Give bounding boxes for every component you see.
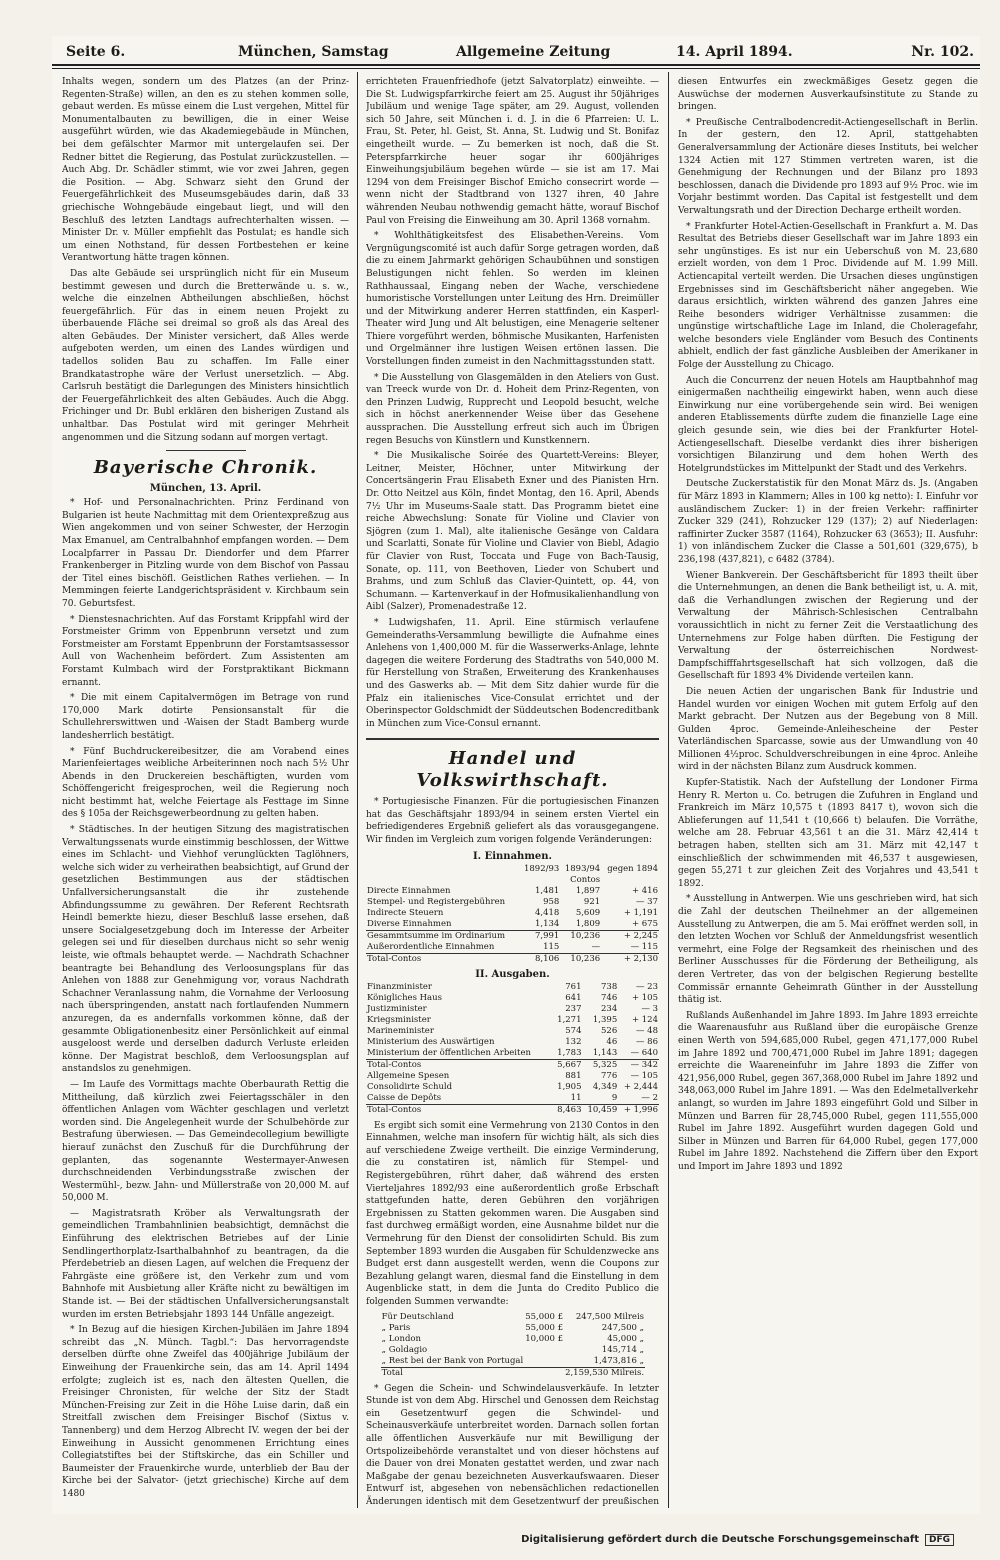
cell-value: 1,481 xyxy=(534,885,560,896)
cell-value xyxy=(524,1367,564,1379)
cell-value: 5,667 xyxy=(553,1059,583,1071)
cell-value: 8,106 xyxy=(519,953,560,965)
cell-value: + 2,444 xyxy=(623,1081,658,1092)
table-row xyxy=(366,1048,659,1060)
row-label: Diverse Einnahmen xyxy=(367,918,452,929)
cell-value: 10,236 xyxy=(560,953,601,965)
cell-value: 574 xyxy=(565,1025,582,1036)
row-label: Marineminister xyxy=(367,1025,434,1036)
article-paragraph: * Portugiesische Finanzen. Für die portugiesischen Finanzen hat das Geschäftsjahr 1893/94 in seinem ersten Viertel ein befriedigenderes Ergebniß geliefert als das vorausgegangene. Wir finden im Vergleich zum vorigen folgende Veränderungen: xyxy=(366,797,659,846)
table-row xyxy=(366,1093,659,1105)
table-row xyxy=(366,1082,659,1093)
cell-value: 234 xyxy=(601,1003,618,1014)
table-title: I. Einnahmen. xyxy=(472,850,553,862)
table-row xyxy=(366,993,659,1004)
expense-rows xyxy=(366,982,659,1116)
cell-value: 145,714 „ xyxy=(601,1344,645,1355)
cell-value: — 105 xyxy=(630,1070,658,1081)
cell-value: 237 xyxy=(565,1003,582,1014)
dateline: München, 13. April. xyxy=(149,483,262,495)
table-row xyxy=(366,886,659,897)
cell-value: + 675 xyxy=(631,918,658,929)
cell-value: 46 xyxy=(606,1036,618,1047)
cell-value: 4,349 xyxy=(592,1081,618,1092)
section-heading: Bayerische Chronik. xyxy=(93,457,318,479)
remittance-table xyxy=(381,1312,645,1379)
cell-value: 526 xyxy=(601,1025,618,1036)
cell-value: 1,271 xyxy=(557,1014,582,1025)
cell-value: 10,459 xyxy=(583,1104,619,1116)
cell-value: 921 xyxy=(583,896,601,907)
cell-value: 641 xyxy=(565,992,582,1003)
article-paragraph: * In Bezug auf die hiesigen Kirchen-Jubiläen im Jahre 1894 schreibt das „N. Münch. Tagbl.“: Das hervorragendste derselben dürfte ohne Zweifel das 400jährige Jubiläum der Einweihung der Frauenkirche sein, das am 14. April 1494 erfolgte; zugleich ist es, nach den ältesten Quellen, die Freisinger Chronisten, für welche der Sitz der Stadt München-Freising zur Zeit in die Höhe Luise darin, daß ein Streitfall zwischen dem Freisinger Bischof (Sixtus v. Tannenberg) und dem Herzog Albrecht IV. wegen der bei der Einweihung in Aussicht genommenen Errichtung eines Collegiatstiftes bei der Stiftskirche, das ein Schiller und Baumeister der Frauenkirche wurde, unterblieb der Bau der Kirche bei der Salvator- (jetzt griechische) Kirche auf dem 1480 xyxy=(62,1325,349,1499)
article-paragraph: * Ludwigshafen, 11. April. Eine stürmisch verlaufene Gemeinderaths-Versammlung bewilligte die Aufnahme eines Anlehens von 1,400,000 M. für die Wasserwerks-Anlage, lehnte dagegen die weitere Forderung des Stadtraths von 540,000 M. für Herstellung von Straßen, Erweiterung des Krankenhauses und des Gaswerks ab. — Mit dem Sitz dahier wurde für die Pfalz ein italienisches Vice-Consulat errichtet und der Oberinspector Goldschmidt der Süddeutschen Bodencreditbank in München zum Vice-Consul ernannt. xyxy=(366,617,659,729)
row-label: Königliches Haus xyxy=(367,992,442,1003)
column-3 xyxy=(678,76,978,1508)
cell-value: 1,134 xyxy=(534,918,560,929)
remittance-rows xyxy=(381,1312,645,1379)
cell-value: — 48 xyxy=(635,1025,658,1036)
cell-value: 761 xyxy=(565,981,582,992)
row-label: Indirecte Steuern xyxy=(367,907,444,918)
row-label: „ Goldagio xyxy=(381,1344,428,1355)
cell-value: 8,463 xyxy=(553,1104,583,1116)
newspaper-page xyxy=(52,36,980,1514)
article-paragraph: * Die mit einem Capitalvermögen im Betrage von rund 170,000 Mark dotirte Pensionsanstalt für die Schullehrerswittwen und -Waisen der Stadt Bamberg wurde landesherrlich bestätigt. xyxy=(62,693,349,741)
cell-value: 881 xyxy=(565,1070,582,1081)
row-label: Consolidirte Schuld xyxy=(367,1081,453,1092)
row-label: Justizminister xyxy=(367,1003,427,1014)
cell-value: 55,000 £ xyxy=(525,1311,564,1322)
article-paragraph: * Hof- und Personalnachrichten. Prinz Ferdinand von Bulgarien ist heute Nachmittag mit dem Orientexpreßzug aus Wien angekommen und von seiner Schwester, der Herzogin Max Emanuel, am Centralbahnhof empfangen worden. — Dem Localpfarrer in Passau Dr. Diendorfer und dem Pfarrer Frankenberger in Pitzling wurde von dem Bischof von Passau der Titel eines bischöfl. Geistlichen Rathes verliehen. — In Memmingen feierte Landgerichtspräsident v. Kirchbaum sein 70. Geburtsfest. xyxy=(62,498,349,609)
header-rule-thin xyxy=(52,68,980,69)
issue-date: 14. April 1894. xyxy=(676,44,793,60)
table-row xyxy=(366,1059,659,1071)
table-row xyxy=(381,1323,645,1334)
column-1 xyxy=(62,76,349,1508)
credit-text: Digitalisierung gefördert durch die Deutsche Forschungsgemeinschaft xyxy=(521,1534,919,1545)
column-divider xyxy=(668,72,669,1508)
article-paragraph: * Gegen die Schein- und Schwindelausverkäufe. In letzter Stunde ist von dem Abg. Hirschel und Genossen dem Reichstag ein Gesetzentwurf gegen die Schwindel- und Scheinausverkäufe unterbreitet worden. Darnach sollen fortan alle öffentlichen Ausverkäufe nur mit Bewilligung der Ortspolizeibehörde veranstaltet und von dieser höchstens auf die Dauer von drei Monaten gestattet werden, und zwar nach Maßgabe der genau bezeichneten Ausverkaufswaaren. Dieser Entwurf ist, abgesehen von nebensächlichen redactionellen Änderungen identisch mit dem Gesetzentwurf der preußischen xyxy=(366,1383,659,1507)
column-header: 1893/94 xyxy=(564,863,601,874)
cell-value: 958 xyxy=(543,896,560,907)
finance-table-expenses xyxy=(366,982,659,1116)
article-paragraph: * Preußische Centralbodencredit-Actiengesellschaft in Berlin. In der gestern, den 12. April, stattgehabten Generalversammlung der Actionäre dieses Instituts, bei welcher 1324 Actien mit 127 Stimmen vertreten waren, ist die Genehmigung der Rechnungen und der Bilanz pro 1893 beschlossen, danach die Dividende pro 1893 auf 9½ Proc. wie im Vorjahr bestimmt worden. Das Capital ist festgestellt und dem Verwaltungsrath und der Direction Decharge ertheilt worden. xyxy=(678,117,978,216)
cell-value: — 3 xyxy=(641,1003,658,1014)
cell-value: + 416 xyxy=(631,885,658,896)
table-row xyxy=(381,1312,645,1323)
cell-value: + 1,191 xyxy=(623,907,658,918)
row-label: Gesammtsumme im Ordinarium xyxy=(366,930,519,942)
cell-value: + 1,996 xyxy=(618,1104,659,1116)
table-row xyxy=(366,1004,659,1015)
row-label: Kriegsminister xyxy=(367,1014,431,1025)
cell-value: — 342 xyxy=(618,1059,659,1071)
cell-value xyxy=(524,1356,564,1368)
table-row xyxy=(366,1015,659,1026)
article-paragraph: * Fünf Buchdruckereibesitzer, die am Vorabend eines Marienfeiertages weibliche Arbeiterinnen noch nach 5½ Uhr Abends in den Druckereien beschäftigten, wurden vom Schöffengericht freigesprochen, weil die Regierung noch nicht bestimmt hat, welche Feiertage als Festtage im Sinne des § 105a der Reichsgewerbeordnung zu gelten haben. xyxy=(62,746,349,820)
article-paragraph: Kupfer-Statistik. Nach der Aufstellung der Londoner Firma Henry R. Merton u. Co. betrugen die Zufuhren in England und Frankreich im März 10,575 t (1893 8417 t), wovon sich die Ablieferungen auf 11,541 t (10,666 t) belaufen. Die Vorräthe, welche am 28. Februar 43,561 t an die 31. März 42,414 t betragen haben, stellten sich am 31. März mit 42,147 t einschließlich der schwimmenden mit 46,537 t ausgewiesen, gegen 55,271 t zur gleichen Zeit des Vorjahres und 43,541 t 1892. xyxy=(678,778,978,889)
article-paragraph: Auch die Concurrenz der neuen Hotels am Hauptbahnhof mag einigermaßen nachtheilig eingewirkt haben, wenn auch diese Einwirkung nur eine vorübergehende sein wird. Bei wenigen anderen Etablissements dürfte zudem die finanzielle Lage eine gleich gesunde sein, wie dies bei der Frankfurter Hotel-Actiengesellschaft. Dieselbe verdankt dies ihrer bisherigen vorsichtigen Bilanzirung und dem hohen Werth des Hotelgrundstückes im Mittelpunkt der Stadt und des Verkehrs. xyxy=(678,375,978,474)
cell-value xyxy=(524,1345,564,1356)
header-rule xyxy=(52,64,980,66)
article-paragraph: Die neuen Actien der ungarischen Bank für Industrie und Handel wurden vor einigen Wochen mit gutem Erfolg auf den Markt gebracht. Der Nutzen aus der Begebung von 8 Mill. Gulden 4proc. Gemeinde-Anleihescheine der Pester Vaterländischen Sparcasse, sowie aus der Umwandlung von 40 Millionen 4½proc. Schuldverschreibungen in eine 4proc. Anleihe wird in der nächsten Bilanz zum Ausdruck kommen. xyxy=(678,686,978,773)
table-row xyxy=(366,897,659,908)
table-row xyxy=(366,1071,659,1082)
income-rows xyxy=(366,886,659,965)
table-row xyxy=(366,930,659,942)
article-paragraph: Das alte Gebäude sei ursprünglich nicht für ein Museum bestimmt gewesen und durch die Bretterwände u. s. w., welche die einzelnen Abtheilungen abschließen, höchst feuergefährlich. Für das in einem neuen Projekt zu überbauende Fläche sei dreimal so groß als das Areal des alten Gebäudes. Der Minister versichert, daß Alles werde aufgeboten werden, um einen des Landes würdigen und tadellos soliden Bau zu schaffen. Im Falle einer Brandkatastrophe wäre der Verlust unersetzlich. — Abg. Carlsruh bestätigt die Darlegungen des Ministers hinsichtlich der Feuergefährlichkeit des alten Gebäudes. Auch die Abgg. Frichinger und Dr. Bubl erklären den bisherigen Zustand als unhaltbar. Das Postulat wird mit geringer Mehrheit angenommen und die Sitzung sodann auf morgen vertagt. xyxy=(62,268,349,443)
row-label: Finanzminister xyxy=(367,981,432,992)
dfg-logo: DFG xyxy=(925,1534,954,1546)
table-row xyxy=(366,1037,659,1048)
cell-value: 1,395 xyxy=(592,1014,618,1025)
cell-value: — xyxy=(591,941,601,952)
cell-value: 45,000 „ xyxy=(607,1333,645,1344)
finance-table-income xyxy=(366,864,659,965)
digitization-credit xyxy=(521,1534,954,1546)
row-label: „ Rest bei der Bank von Portugal xyxy=(381,1355,524,1366)
article-paragraph: * Wohlthätigkeitsfest des Elisabethen-Vereins. Vom Vergnügungscomité ist auch dafür Sorge getragen worden, daß die zu einem Jahrmarkt gehörigen Schaubühnen und sonstigen Belustigungen nicht fehlen. So werden im kleinen Rathhaussaal, Eingang neben der Wache, verschiedene humoristische Vorstellungen unter Leitung des Hrn. Dreimüller und der Mitwirkung anderer Herren stattfinden, ein Kasperl-Theater wird Jung und Alt belustigen, eine Menagerie seltener Thiere vorgeführt werden, böhmische Musikanten, Harfenisten und Orgelmänner ihre lustigen Weisen ertönen lassen. Die Vorstellungen finden zumeist in den Nachmittagsstunden statt. xyxy=(366,231,659,368)
divider xyxy=(166,450,246,451)
row-label: Caisse de Depôts xyxy=(367,1092,442,1103)
row-label: Ministerium des Auswärtigen xyxy=(367,1036,495,1047)
page-number: Seite 6. xyxy=(66,44,126,60)
table-row xyxy=(366,982,659,993)
article-paragraph: — Im Laufe des Vormittags machte Oberbaurath Rettig die Mittheilung, daß kürzlich zwei Feiertagsschäler in den öffentlichen Anlagen vom Wächter geschlagen und verletzt worden sind. Die Angelegenheit wurde der Schulbehörde zur Bestrafung überwiesen. — Das Gemeindecollegium bewilligte hierauf zunächst den Zuschuß für die Durchführung der geplanten, das sogenannte Westermayer-Anwesen durchschneidenden Verbindungsstraße zwischen der Westermühl-, bezw. Jahn- und Müllerstraße von 20,000 M. auf 50,000 M. xyxy=(62,1079,349,1204)
article-paragraph: Es ergibt sich somit eine Vermehrung von 2130 Contos in den Einnahmen, welche man insofern für wichtig hält, als sich dies auf verschiedene Zweige vertheilt. Die einzige Verminderung, die zu constatiren ist, nämlich für Stempel- und Registergebühren, rührt daher, daß während des ersten Vierteljahres 1892/93 eine außerordentlich große Erbschaft stattgefunden hatte, deren Gebühren den vorjährigen Ergebnissen zu Statten gekommen waren. Die Ausgaben sind fast durchweg ermäßigt worden, eine Ausnahme bildet nur die Vermehrung für den Dienst der consolidirten Schuld. Bis zum September 1893 wurden die Ausgaben für Schuldenzwecke ans Budget erst dann ausgestellt werden, wenn die Coupons zur Bezahlung gelangt waren, diesmal fand die Einstellung in dem Augenblicke statt, in dem die Junta do Credito Publico die folgenden Summen verwandte: xyxy=(366,1120,659,1307)
table-row xyxy=(366,942,659,954)
table-row xyxy=(381,1356,645,1368)
article-paragraph: Deutsche Zuckerstatistik für den Monat März ds. Js. (Angaben für März 1893 in Klammern; Alles in 100 kg netto): I. Einfuhr vor ausländischem Zucker: 1) in der freien Verkehr: raffinirter Zucker 329 (241), Rohzucker 129 (137); 2) auf Niederlagen: raffinirter Zucker 3587 (1164), Rohzucker 63 (3653); II. Ausfuhr: 1) von inländischem Zucker die Classe a 501,601 (329,675), b 236,198 (437,821), c 6482 (3784). xyxy=(678,479,978,565)
cell-value: 1,897 xyxy=(575,885,601,896)
table-row xyxy=(366,1026,659,1037)
table-row xyxy=(381,1334,645,1345)
article-paragraph: * Frankfurter Hotel-Actien-Gesellschaft in Frankfurt a. M. Das Resultat des Betriebs dieser Gesellschaft war im Jahre 1893 ein sehr ungünstiges. Es ist nur ein Ueberschuß von M. 23,680 erzielt worden, von dem 1 Proc. Dividende auf M. 1.99 Mill. Actiencapital verteilt werden. Die Ursachen dieses ungünstigen Ergebnisses sind im Geschäftsbericht näher angegeben. Wie daraus ersichtlich, wirkten während des ganzen Jahres eine Reihe besonders widriger Verhältnisse zusammen: die ungünstige wirtschaftliche Lage im Inland, die Choleragefahr, welche besonders viele Engländer vom Besuch des Continents abhielt, endlich der fast gänzliche Ausbleiben der Amerikaner in Folge der Ausstellung zu Chicago. xyxy=(678,221,978,371)
cell-value: + 105 xyxy=(631,992,658,1003)
cell-value: — 115 xyxy=(630,941,658,952)
table-row xyxy=(381,1367,645,1379)
cell-value: 11 xyxy=(570,1092,582,1103)
cell-value: — 37 xyxy=(635,896,658,907)
cell-value: 1,905 xyxy=(557,1081,582,1092)
cell-value: 746 xyxy=(601,992,618,1003)
row-label: Total-Contos xyxy=(366,1104,553,1116)
column-header: 1892/93 xyxy=(523,863,560,874)
cell-value: + 2,245 xyxy=(601,930,659,942)
article-paragraph: Rußlands Außenhandel im Jahre 1893. Im Jahre 1893 erreichte die Waarenausfuhr aus Rußland über die europäische Grenze einen Werth von 594,685,000 Rubel, gegen 471,177,000 Rubel im Jahre 1892 und 700,471,000 Rubel im Jahre 1891; dagegen erreichte die Waareneinfuhr im Jahre 1893 die Ziffer von 421,956,000 Rubel, gegen 367,368,000 Rubel im Jahre 1892 und 348,063,000 Rubel im Jahre 1891. — Was den Edelmetallverkehr anlangt, so wurden im Jahre 1893 eingeführt Gold und Silber in Münzen und Barren für 28,745,000 Rubel, gegen 111,555,000 Rubel im Jahre 1892. Ausgeführt wurden dagegen Gold und Silber in Münzen und Barren für 64,000 Rubel, gegen 177,000 Rubel im Jahre 1892. Nachstehend die Ziffern über den Export und Import im Jahre 1893 und 1892 xyxy=(678,1010,978,1172)
cell-value: — 23 xyxy=(635,981,658,992)
article-paragraph: * Städtisches. In der heutigen Sitzung des magistratischen Verwaltungssenats wurde einstimmig beschlossen, der Wittwe eines im Schlacht- und Viehhof verunglückten Taglöhners, welche sich wider zu verheirathen beabsichtigt, auf Grund der gesetzlichen Bestimmungen aus der städtischen Unfallversicherungsanstalt die ihr zustehende Abfindungssumme zu gewähren. Der Referent Rechtsrath Heindl bemerkte hiezu, dieser Beschluß lasse ersehen, daß unsere Socialgesetzgebung doch im Interesse der Arbeiter gelegen sei und für dieselben durchaus nicht so sehr wenig leiste, wie oftmals behauptet werde. — Nachdrath Schachner beantragte bei Behandlung des Verloosungsplans für das Anlehen von 1888 zur Genehmigung vor, voraus Nachdrath Schachner Veranlassung nahm, die Vornahme der Verloosung nach überspringenden, anstatt nach fortlaufenden Nummern anzuregen, da es andernfalls vorkommen könne, daß der gesammte Obligationenbesitz einer Persönlichkeit auf einmal ausgeloost werde und derselben dadurch Verluste erleiden könne. Der Magistrat beschloß, dem Verloosungsplan auf anstandslos zu genehmigen. xyxy=(62,825,349,1075)
place-day: München, Samstag xyxy=(238,44,389,60)
article-paragraph: * Ausstellung in Antwerpen. Wie uns geschrieben wird, hat sich die Zahl der deutschen Theilnehmer an der allgemeinen Ausstellung zu Antwerpen, die am 5. Mai eröffnet werden soll, in den letzten Wochen vor Schluß der Anmeldungsfrist wesentlich vermehrt, eine Folge der Regsamkeit des rheinischen und des Berliner Ausschusses für die Förderung der Betheiligung, als deren Vertreter, das von der belgischen Regierung bestellte Commissär ernannte Geheimrath Günther in der Ausstellung thätig ist. xyxy=(678,894,978,1006)
cell-value: 1,143 xyxy=(592,1047,618,1058)
cell-value: 4,418 xyxy=(534,907,560,918)
cell-value: 55,000 £ xyxy=(525,1322,564,1333)
row-label: Total-Contos xyxy=(366,1059,553,1071)
row-label: Für Deutschland xyxy=(381,1311,454,1322)
table-title: II. Ausgaben. xyxy=(475,968,550,980)
article-paragraph: errichteten Frauenfriedhofe (jetzt Salvatorplatz) einweihte. — Die St. Ludwigspfarrkirche feiert am 25. August ihr 50jähriges Jubiläum und wenige Tage später, am 29. August, vollenden sich 50 Jahre, seit München i. d. J. in die 6 Pfarreien: U. L. Frau, St. Peter, hl. Geist, St. Anna, St. Ludwig und St. Bonifaz eingetheilt wurde. — Zu bemerken ist noch, daß die St. Peterspfarrkirche heuer sogar ihr 600jähriges Einweihungsjubiläum begehen würde — sie ist am 17. Mai 1294 von dem Freisinger Bischof Emicho consecrirt worde — wenn nicht der Stadtbrand von 1327 ihren, 40 Jahre währenden Neubau nothwendig gemacht hätte, worauf Bischof Paul von Freising die Einweihung am 30. April 1368 vornahm. xyxy=(366,77,659,226)
article-paragraph: * Die Musikalische Soirée des Quartett-Vereins: Bleyer, Leitner, Meister, Höchner, unter Mitwirkung der Concertsängerin Frau Elisabeth Exner und des Pianisten Hrn. Dr. Otto Neitzel aus Köln, findet Montag, den 16. April, Abends 7½ Uhr im Museums-Saale statt. Das Programm bietet eine reiche Abwechslung: Sonate für Violine und Clavier von Sjögren (zum 1. Mal), alte italienische Gesänge von Caldara und Scarlatti, Sonate für Violine und Clavier von Biebl, Adagio für Clavier von Rust, Toccata und Fuge von Bach-Tausig, Sonate, op. 111, von Beethoven, Lieder von Schubert und Brahms, und zum Schluß das Clavier-Quintett, op. 44, von Schumann. — Kartenverkauf in der Hofmusikalienhandlung von Aibl (Salzer), Promenadestraße 12. xyxy=(366,451,659,613)
table-row xyxy=(366,953,659,965)
table-row xyxy=(381,1345,645,1356)
row-label: Ministerium der öffentlichen Arbeiten xyxy=(367,1047,531,1058)
newspaper-title: Allgemeine Zeitung xyxy=(456,44,611,60)
cell-value: — 640 xyxy=(630,1047,658,1058)
column-2 xyxy=(366,76,659,1508)
cell-value: 2,159,530 Milreis. xyxy=(565,1367,645,1378)
row-label: Stempel- und Registergebühren xyxy=(367,896,506,907)
issue-number: Nr. 102. xyxy=(911,44,974,60)
table-row xyxy=(366,919,659,931)
table-row xyxy=(366,1104,659,1116)
cell-value: 132 xyxy=(565,1036,582,1047)
masthead xyxy=(52,42,980,64)
cell-value: — 86 xyxy=(635,1036,658,1047)
article-paragraph: * Dienstesnachrichten. Auf das Forstamt Krippfahl wird der Forstmeister Grimm von Eppenbrunn versetzt und zum Forstmeister am Forstamt Eppenbrunn der Forstamtsassessor Aull von Wachenheim befördert. Zum Assistenten am Forstamt Kulmbach wird der Forstpraktikant Bickmann ernannt. xyxy=(62,614,349,688)
section-heading: Handel und Volkswirthschaft. xyxy=(416,748,609,792)
cell-value: + 2,130 xyxy=(601,953,659,965)
article-paragraph: * Die Ausstellung von Glasgemälden in den Ateliers von Gust. van Treeck wurde von Dr. d. Hoheit dem Prinz-Regenten, von den Prinzen Ludwig, Rupprecht und Leopold besucht, welche sich in höchst anerkennender Weise über das Gesehene aussprachen. Die Ausstellung erfreut sich auch im Übrigen regen Besuchs von Künstlern und Kunstkennern. xyxy=(366,372,659,446)
column-divider xyxy=(357,72,358,1508)
table-row xyxy=(366,908,659,919)
cell-value: 5,325 xyxy=(583,1059,619,1071)
cell-value: + 124 xyxy=(631,1014,658,1025)
cell-value: 1,783 xyxy=(557,1047,582,1058)
cell-value: 9 xyxy=(611,1092,618,1103)
row-label: Directe Einnahmen xyxy=(367,885,451,896)
row-label: „ Paris xyxy=(381,1322,411,1333)
cell-value: 5,609 xyxy=(575,907,601,918)
row-label: „ London xyxy=(381,1333,422,1344)
row-label: Total-Contos xyxy=(366,953,519,965)
cell-value: 247,500 Milreis xyxy=(575,1311,645,1322)
cell-value: 1,809 xyxy=(575,918,601,929)
cell-value: 776 xyxy=(601,1070,618,1081)
cell-value: 10,236 xyxy=(560,930,601,942)
cell-value: 1,473,816 „ xyxy=(593,1355,645,1366)
cell-value: — 2 xyxy=(641,1092,658,1103)
article-paragraph: diesen Entwurfes ein zweckmäßiges Gesetz gegen die Auswüchse der modernen Ausverkaufsinstitute zu Stande zu bringen. xyxy=(678,77,978,113)
unit-label: Contos xyxy=(570,874,601,885)
divider xyxy=(366,738,659,740)
cell-value: 7,991 xyxy=(519,930,560,942)
article-paragraph: Wiener Bankverein. Der Geschäftsbericht für 1893 theilt über die Unternehmungen, an denen die Bank betheiligt ist, u. A. mit, daß die Verhandlungen zwischen der Regierung und der Verwaltung der Mährisch-Schlesischen Centralbahn voraussichtlich in nicht zu ferner Zeit die Verstaatlichung des Unternehmens zur Folge haben dürften. Die Festigung der Verwaltung der österreichischen Nordwest-Dampfschifffahrtsgesellschaft hat sich vollzogen, daß die Gesellschaft für 1893 4% Dividende verteilen kann. xyxy=(678,570,978,682)
row-label: Allgemeine Spesen xyxy=(367,1070,450,1081)
cell-value: 247,500 „ xyxy=(601,1322,645,1333)
article-paragraph: Inhalts wegen, sondern um des Platzes (an der Prinz-Regenten-Straße) willen, an den es zu stehen kommen solle, gebaut werden. Es müsse einem die Lust vergehen, Mittel für Monumentalbauten zu bewilligen, die in einer Weise ausgeführt würden, wie das Akademiegebäude in München, bei dem gefälschter Marmor mit untergelaufen sei. Der Redner bittet die Regierung, das Postulat zurückzustellen. — Auch Abg. Dr. Schädler stimmt, wie vor zwei Jahren, gegen die Position. — Abg. Schwarz sieht den Grund der Feuergefährlichkeit des Museumsgebäudes darin, daß 33 griechische Wohngebäude eingebaut liegt, und will den Beschluß des letzten Landtags aufrechterhalten wissen. — Minister Dr. v. Müller empfiehlt das Postulat; es handle sich um einen Nothstand, für dessen Fortbestehen er keine Verantwortung hätte tragen können. xyxy=(62,77,349,264)
cell-value: 738 xyxy=(601,981,618,992)
cell-value: 115 xyxy=(543,941,560,952)
column-header: gegen 1894 xyxy=(607,863,658,874)
article-paragraph: — Magistratsrath Kröber als Verwaltungsrath der gemeindlichen Trambahnlinien beabsichtigt, demnächst die Einführung des elektrischen Betriebes auf der Linie Sendlingerthorplatz-Isarthalbahnhof zu beantragen, da die Pferdebetrieb an diesen Lagen, auf welchen die Frequenz der Fahrgäste eine größere ist, den Verkehr zum und vom Bahnhofe mit Ausbietung aller Kräfte nicht zu bewältigen im Stande ist. — Bei der städtischen Unfallversicherungsanstalt wurden im ersten Betriebsjahr 1893 144 Unfälle angezeigt. xyxy=(62,1208,349,1320)
row-label: Außerordentliche Einnahmen xyxy=(367,941,495,952)
cell-value: 10,000 £ xyxy=(525,1333,564,1344)
row-label: Total xyxy=(381,1367,525,1379)
